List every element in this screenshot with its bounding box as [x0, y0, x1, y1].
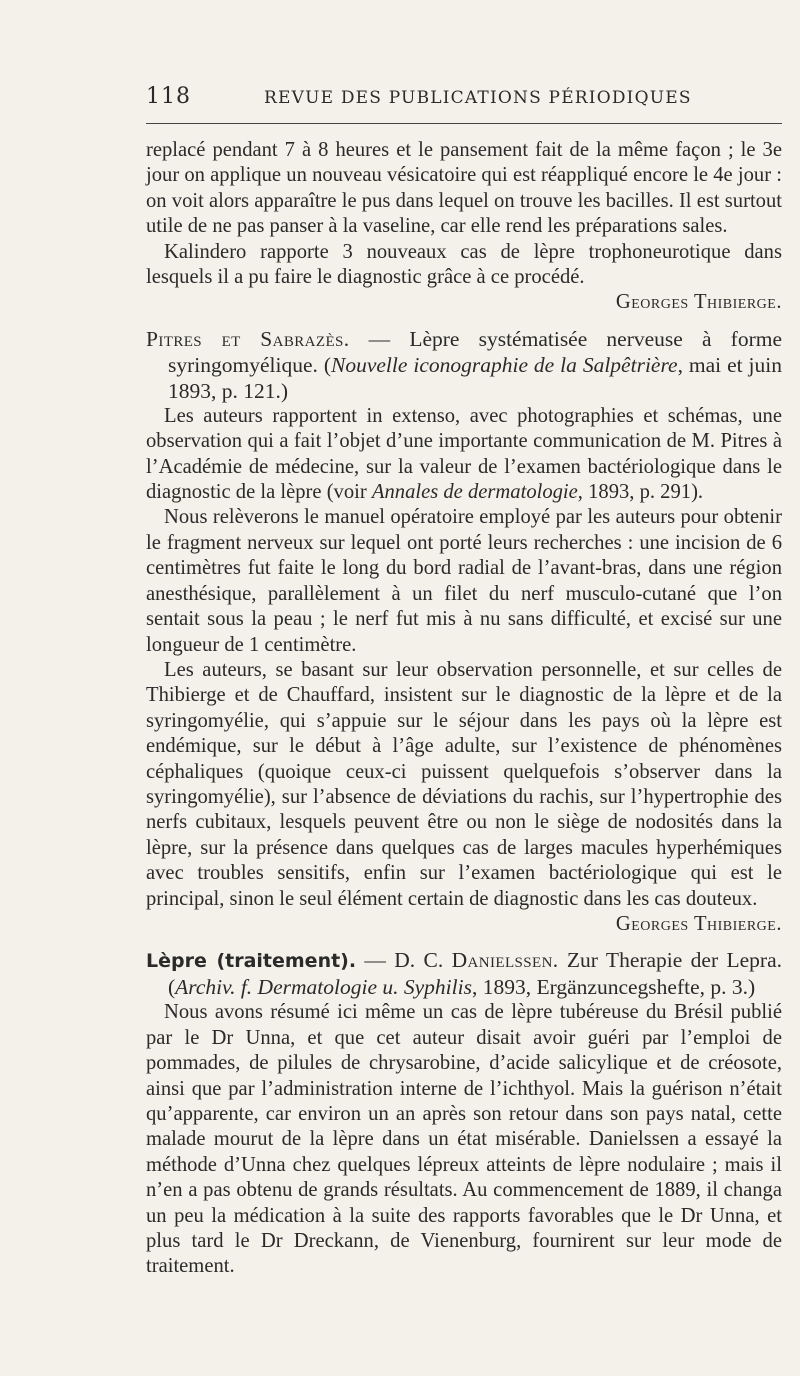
paragraph: replacé pendant 7 à 8 heures et le pansement fait de la même façon ; le 3e jour on applique un nouveau vésicatoire qui est réappliqué encore le 4e jour : on voit alors apparaître le pus dans lequel on trouve les bacilles. Il est surtout utile de ne pas panser à la vaseline, car elle rend les préparations sales. — [146, 139, 782, 238]
entry-reference: , mai et juin 1893, p. 121.) — [168, 352, 782, 403]
entry-heading — [146, 947, 782, 1000]
entry-author-prefix: — D. C. — [356, 948, 452, 973]
entry-authors: Pitres et Sabrazès. — [146, 326, 350, 351]
entry-title: — Lèpre systématisée nerveuse à forme syringomyélique. ( — [168, 326, 782, 377]
page-header — [146, 84, 782, 114]
paragraph-text: , 1893, p. 291). — [577, 481, 704, 504]
running-title: REVUE DES PUBLICATIONS PÉRIODIQUES — [264, 88, 692, 108]
journal-name: Nouvelle iconographie de la Salpêtrière — [330, 352, 678, 377]
journal-name: Archiv. f. Dermatologie u. Syphilis — [175, 975, 472, 1000]
paragraph: Kalindero rapporte 3 nouveaux cas de lèpre trophoneurotique dans lesquels il a pu faire le diagnostic grâce à ce procédé. — [146, 240, 782, 289]
entry-author: Danielssen. — [451, 948, 559, 973]
cited-journal: Annales de dermatologie — [371, 481, 578, 504]
entry-reference: , 1893, Ergänzuncegshefte, p. 3.) — [471, 975, 756, 1000]
paragraph: Les auteurs, se basant sur leur observation personnelle, et sur celles de Thibierge et de Chauffard, insistent sur le diagnostic de la lèpre et de la syringomyélie, qui s’appuie sur le séjour dans les pays où la lèpre est endémique, sur le début à l’âge adulte, sur l’existence de phénomènes céphaliques (quoique ceux-ci puissent quelquefois s’observer dans la syringomyélie), sur l’absence de déviations du rachis, sur l’hypertrophie des nerfs cubitaux, lesquels peuvent être ou non le siège de nodosités dans la lèpre, sur la présence dans quelques cas de larges macules hyperhémiques avec troubles sensitifs, enfin sur l’examen bactériologique qui est le principal, sinon le seul élément certain de diagnostic dans les cas douteux. — [146, 658, 782, 910]
page-body — [146, 138, 782, 1280]
signature: Georges Thibierge. — [615, 291, 782, 314]
paragraph — [146, 404, 782, 506]
entry-subject: Lèpre (traitement). — [146, 950, 357, 973]
paragraph-text: Les auteurs rapportent in extenso, avec photographies et schémas, une observation qui a fait l’objet d’une importante communication de M. Pitres à l’Académie de médecine, sur la valeur de l’examen bactériologique dans le diagnostic de la lèpre (voir — [146, 404, 782, 504]
paragraph: Nous relèverons le manuel opératoire employé par les auteurs pour obtenir le fragment nerveux sur lequel ont porté leurs recherches : une incision de 6 centimètres fut faite le long du bord radial de l’avant-bras, dans une région anesthésique, parallèlement à un filet du nerf musculo-cutané que l’on sentait sous la peau ; le nerf fut mis à nu sans difficulté, et excisé sur une longueur de 1 centimètre. — [146, 506, 782, 656]
signature: Georges Thibierge. — [615, 912, 782, 935]
entry-heading — [146, 326, 782, 404]
paragraph: Nous avons résumé ici même un cas de lèpre tubéreuse du Brésil publié par le Dr Unna, et que cet auteur disait avoir guéri par l’emploi de pommades, de pilules de chrysarobine, d’acide salicylique et de créosote, ainsi que par l’administration interne de l’ichthyol. Mais la guérison n’était qu’apparente, car environ un an après son retour dans son pays natal, cette malade mourut de la lèpre dans un état misérable. Danielssen a essayé la méthode d’Unna chez quelques lépreux atteints de lèpre nodulaire ; mais il n’en a pas obtenu de grands résultats. Au commencement de 1889, il changa un peu la médication à la suite des rapports favorables que le Dr Unna, et plus tard le Dr Dreckann, de Vienenburg, fournirent sur leur mode de traitement. — [146, 1001, 782, 1278]
page-number: 118 — [146, 84, 191, 109]
entry-title: Zur Therapie der Lepra. ( — [168, 948, 782, 1000]
header-rule — [146, 123, 782, 124]
